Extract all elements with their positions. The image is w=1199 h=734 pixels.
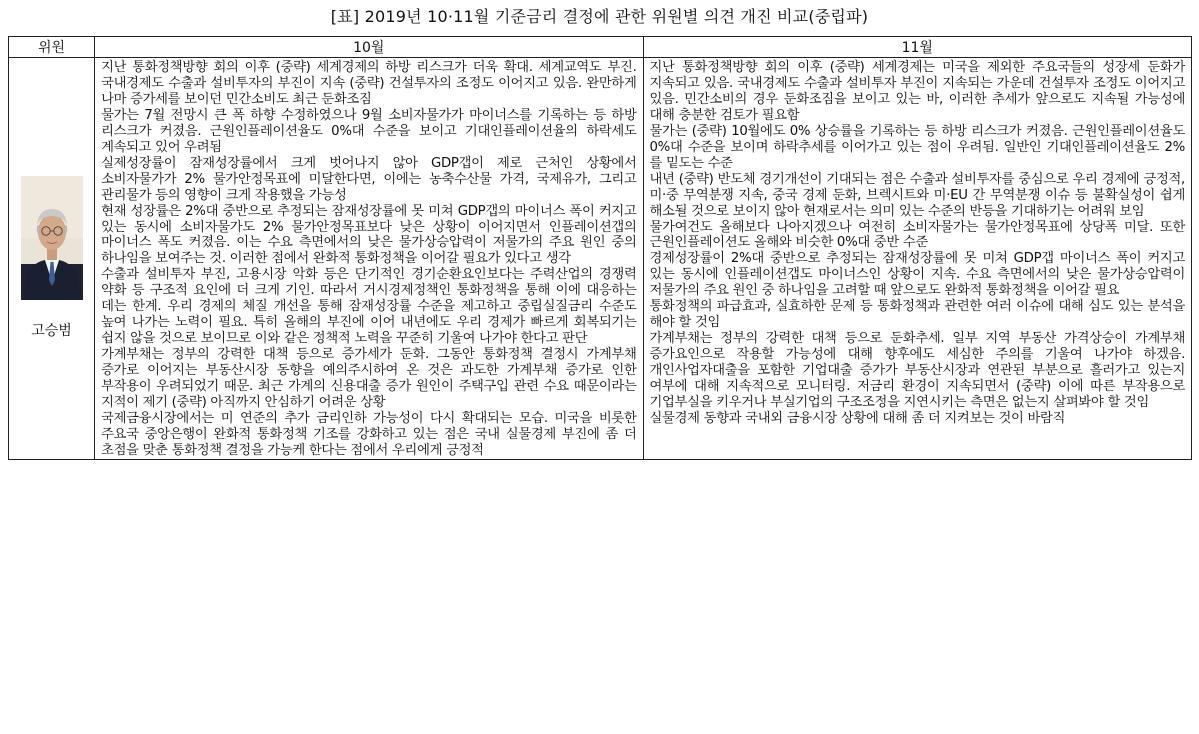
- member-cell: [9, 58, 95, 460]
- header-row: [9, 37, 1192, 58]
- november-paragraph: 물가는 (중략) 10월에도 0% 상승률을 기록하는 등 하방 리스크가 커졌음. 근원인플레이션율도 0%대 수준을 보이며 하락추세를 이어가고 있는 점이 우려됨. 일반인 기대인플레이션율도 2%를 밑도는 수준: [649, 123, 1185, 171]
- october-paragraph: 현재 성장률은 2%대 중반으로 추정되는 잠재성장률에 못 미쳐 GDP갭의 마이너스 폭이 커지고 있는 동시에 소비자물가도 2% 물가안정목표보다 낮은 상황이 이어지면서 인플레이션갭의 마이너스 폭도 커졌음. 이는 수요 측면에서의 낮은 물가상승압력이 저물가의 주요 원인 중의 하나임을 보여주는 것. 이러한 점에서 완화적 통화정책을 이어갈 필요가 있다고 생각: [101, 203, 637, 267]
- comparison-table: [8, 36, 1192, 460]
- member-name: 고승범: [31, 323, 72, 340]
- november-paragraph: 가계부채는 정부의 강력한 대책 등으로 둔화추세. 일부 지역 부동산 가격상승이 가계부채 증가요인으로 작용할 가능성에 대해 향후에도 세심한 주의를 기울여 나가야 하겠음. 개인사업자대출을 포함한 기업대출 증가가 부동산시장과 연관된 부분으로 흘러가고 있는지 여부에 대해 지속적으로 모니터링. 저금리 환경이 지속되면서 (중략) 이에 따른 부작용으로 기업부실을 키우거나 부실기업의 구조조정을 지연시키는 측면은 없는지 살펴봐야 할 것임: [649, 331, 1185, 411]
- header-member: 위원: [9, 37, 95, 58]
- table-title: [표] 2019년 10·11월 기준금리 결정에 관한 위원별 의견 개진 비교(중립파): [330, 7, 869, 26]
- november-opinions: [643, 58, 1191, 460]
- november-paragraph: 경제성장률이 2%대 중반으로 추정되는 잠재성장률에 못 미쳐 GDP갭 마이너스 폭이 커지고 있는 동시에 인플레이션갭도 마이너스인 상황이 지속. 수요 측면에서의 낮은 물가상승압력이 저물가의 주요 원인 중 하나임을 고려할 때 앞으로도 완화적 통화정책을 이어갈 필요: [649, 251, 1185, 299]
- october-opinions: [95, 58, 643, 460]
- header-november: 11월: [643, 37, 1191, 58]
- november-paragraph: 물가여건도 올해보다 나아지겠으나 여전히 소비자물가는 물가안정목표에 상당폭 미달. 또한 근원인플레이션도 올해와 비슷한 0%대 중반 수준: [649, 219, 1185, 251]
- october-paragraph: 지난 통화정책방향 회의 이후 (중략) 세계경제의 하방 리스크가 더욱 확대. 세계교역도 부진. 국내경제도 수출과 설비투자의 부진이 지속 (중략) 건설투자의 조정도 이어지고 있음. 완만하게 나마 증가세를 보이던 민간소비도 최근 둔화조짐: [101, 60, 637, 107]
- november-paragraph: 지난 통화정책방향 회의 이후 (중략) 세계경제는 미국을 제외한 주요국들의 성장세 둔화가 지속되고 있음. 국내경제도 수출과 설비투자 부진이 지속되는 가운데 건설투자 조정도 이어지고 있음. 민간소비의 경우 둔화조짐을 보이고 있는 바, 이러한 추세가 앞으로도 지속될 가능성에 대해 충분한 검토가 필요함: [649, 60, 1185, 123]
- october-paragraph: 실제성장률이 잠재성장률에서 크게 벗어나지 않아 GDP갭이 제로 근처인 상황에서 소비자물가가 2% 물가안정목표에 미달한다면, 이에는 농축수산물 가격, 국제유가, 그리고 관리물가 등의 영향이 크게 작용했을 가능성: [101, 155, 637, 203]
- november-paragraph: 내년 (중략) 반도체 경기개선이 기대되는 점은 수출과 설비투자를 중심으로 우리 경제에 긍정적, 미·중 무역분쟁 지속, 중국 경제 둔화, 브렉시트와 미·EU 간 무역분쟁 이슈 등 불확실성이 쉽게 해소될 것으로 보이지 않아 현재로서는 의미 있는 수준의 반등을 기대하기는 어려워 보임: [649, 171, 1185, 219]
- october-paragraph: 수출과 설비투자 부진, 고용시장 악화 등은 단기적인 경기순환요인보다는 주력산업의 경쟁력 약화 등 구조적 요인에 더 크게 기인. 따라서 거시경제정책인 통화정책을 통해 이에 대응하는 데는 한계. 우리 경제의 체질 개선을 통해 잠재성장률 수준을 제고하고 중립실질금리 수준도 높여 나가는 노력이 필요. 특히 올해의 부진에 이어 내년에도 우리 경제가 빠르게 회복되기는 쉽지 않을 것으로 보이므로 이와 같은 정책적 노력을 꾸준히 기울여 나가야 한다고 판단: [101, 267, 637, 347]
- october-paragraph: 물가는 7월 전망시 큰 폭 하향 수정하였으나 9월 소비자물가가 마이너스를 기록하는 등 하방 리스크가 커졌음. 근원인플레이션율도 0%대 수준을 보이고 기대인플레이션율의 하락세도 계속되고 있어 우려됨: [101, 107, 637, 155]
- november-paragraph: 통화정책의 파급효과, 실효하한 문제 등 통화정책과 관련한 여러 이슈에 대해 심도 있는 분석을 해야 할 것임: [649, 299, 1185, 331]
- member-row: [9, 58, 1192, 460]
- october-paragraph: 가계부채는 정부의 강력한 대책 등으로 증가세가 둔화. 그동안 통화정책 결정시 가계부채 증가로 이어지는 부동산시장 동향을 예의주시하여 온 것은 과도한 가계부채 증가로 인한 부작용이 우려되었기 때문. 최근 가계의 신용대출 증가 원인이 주택구입 관련 수요 때문이라는 지적이 제기 (중략) 아직까지 안심하기 어려운 상황: [101, 347, 637, 411]
- member-portrait: [21, 176, 83, 300]
- november-paragraph: 실물경제 동향과 국내외 금융시장 상황에 대해 좀 더 지켜보는 것이 바람직: [649, 410, 1066, 426]
- october-paragraph: 국제금융시장에서는 미 연준의 추가 금리인하 가능성이 다시 확대되는 모습. 미국을 비롯한 주요국 중앙은행이 완화적 통화정책 기조를 강화하고 있는 점은 국내 실물경제 부진에 좀 더 초점을 맞춘 통화정책 결정을 가능케 한다는 점에서 우리에게 긍정적: [101, 410, 637, 458]
- header-october: 10월: [95, 37, 643, 58]
